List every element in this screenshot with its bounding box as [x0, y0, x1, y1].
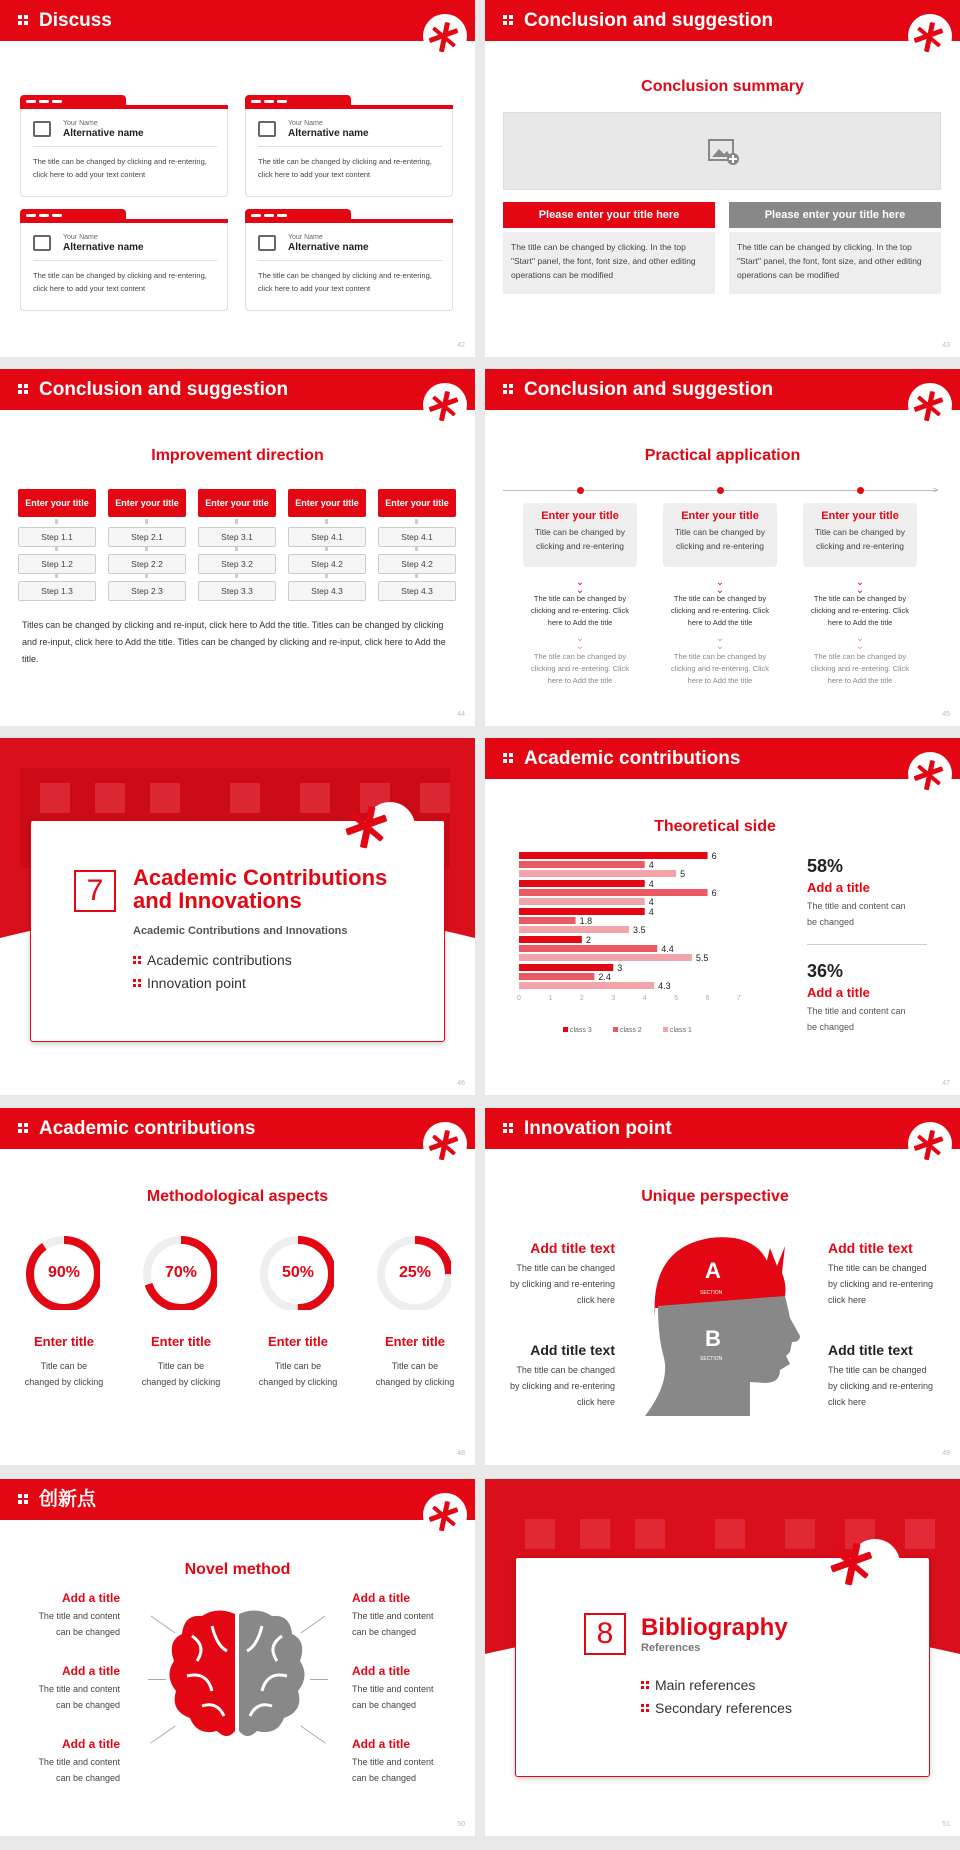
text-block: Add title text The title can be changed by clicking and re-entering click here [828, 1240, 934, 1305]
item-title: Enter title [268, 1334, 328, 1349]
legend-swatch [613, 1027, 618, 1032]
data-label: 4.4 [661, 944, 674, 954]
x-tick-label: 7 [737, 995, 741, 1002]
card-text: Title can be changed by clicking and re-entering [815, 527, 905, 551]
arrow-down-icon [415, 519, 418, 524]
title-button-grey[interactable]: Please enter your title here [729, 202, 941, 228]
application-card[interactable] [663, 503, 777, 567]
step-box[interactable]: Step 3.3 [198, 581, 276, 601]
item-text: The title and content can be changed [352, 1757, 434, 1783]
description-text: The title can be changed by clicking and re-entering. Click here to Add the title [811, 594, 909, 627]
timeline-dot [577, 487, 584, 494]
section-subtitle: Improvement direction [151, 447, 324, 464]
stat-text: The title and content can be changed [807, 1006, 906, 1032]
section-number: 7 [74, 870, 116, 912]
step-box[interactable]: Step 1.3 [18, 581, 96, 601]
description-text: The title can be changed by clicking and re-entering. Click here to Add the title [531, 652, 629, 685]
bar [519, 945, 657, 952]
method-item [352, 1664, 442, 1713]
column-title-button[interactable]: Enter your title [108, 489, 186, 517]
bar [519, 926, 629, 933]
item-text: Title can be changed by clicking [258, 1361, 338, 1387]
legend-swatch [663, 1027, 668, 1032]
bullet-innovation-point[interactable]: Innovation point [133, 975, 246, 991]
image-icon [33, 235, 51, 251]
item-title: Enter title [34, 1334, 94, 1349]
text-box: The title can be changed by clicking. In the top "Start" panel, the font, font size, and other editing operations can be modified [503, 232, 715, 294]
section-subtitle: Novel method [184, 1561, 291, 1578]
arrow-down-icon [235, 573, 238, 578]
progress-value: 50% [281, 1264, 315, 1281]
item-text: The title and content can be changed [38, 1757, 120, 1783]
your-name-label: Your Name [63, 120, 98, 127]
bar [519, 870, 676, 877]
asterisk-logo-icon [912, 20, 946, 54]
section-subtitle: Conclusion summary [641, 78, 804, 95]
slide-title: Academic contributions [524, 748, 741, 769]
data-label: 3.5 [633, 925, 646, 935]
double-chevron-down-icon: ⌄ ⌄ [575, 577, 585, 596]
your-name-label: Your Name [288, 120, 323, 127]
brain-icon [162, 1606, 312, 1746]
bullet-main-references[interactable]: Main references [641, 1677, 755, 1693]
section-number: 8 [584, 1613, 626, 1655]
text-block: Add title text The title can be changed by clicking and re-entering click here [828, 1342, 934, 1407]
card-text: The title can be changed by clicking and re-entering, click here to add your text content [33, 157, 207, 179]
step-box[interactable]: Step 1.1 [18, 527, 96, 547]
description-text: The title can be changed by clicking and re-entering. Click here to Add the title [531, 594, 629, 627]
card-text: The title can be changed by clicking and re-entering, click here to add your text content [258, 157, 432, 179]
slide-title: Conclusion and suggestion [524, 379, 774, 400]
step-box[interactable]: Step 4.2 [378, 554, 456, 574]
arrow-down-icon [55, 573, 58, 578]
bar [519, 861, 645, 868]
dots-icon [503, 753, 513, 763]
x-tick-label: 6 [705, 995, 710, 1002]
paragraph: Titles can be changed by clicking and re-input, click here to Add the title. Titles can be changed by clicking and re-input, click here to Add the title. Titles can be changed by clicking and re-input, click here to Add the title. [22, 620, 446, 664]
x-tick-label: 1 [548, 995, 553, 1002]
stat-value: 36% [807, 961, 844, 981]
image-icon [33, 121, 51, 137]
application-card[interactable] [803, 503, 917, 567]
card-text: Title can be changed by clicking and re-entering [535, 527, 625, 551]
text-block: Add title text The title can be changed by clicking and re-entering click here [509, 1342, 615, 1407]
svg-text:SECTION: SECTION [700, 1290, 723, 1296]
bar [519, 889, 708, 896]
column-title-button[interactable]: Enter your title [198, 489, 276, 517]
bar [519, 973, 594, 980]
item-title: Add a title [352, 1664, 411, 1678]
asterisk-logo-icon [912, 1128, 946, 1162]
slide-title: 创新点 [39, 1489, 97, 1510]
asterisk-logo-icon [427, 1499, 461, 1533]
item-text: Title can be changed by clicking [375, 1361, 455, 1387]
asterisk-logo-icon [828, 1540, 876, 1588]
step-box[interactable]: Step 4.1 [378, 527, 456, 547]
double-chevron-down-icon: ⌄ ⌄ [575, 633, 585, 652]
column-title-button[interactable]: Enter your title [288, 489, 366, 517]
legend-swatch [563, 1027, 568, 1032]
item-text: The title and content can be changed [352, 1684, 434, 1710]
bar [519, 917, 576, 924]
stat-title: Add a title [807, 880, 870, 895]
column-title-button[interactable]: Enter your title [378, 489, 456, 517]
card-title: Enter your title [541, 510, 619, 522]
arrow-down-icon [325, 519, 328, 524]
dots-icon [18, 384, 28, 394]
item-title: Add a title [61, 1591, 120, 1605]
data-label: 5.5 [695, 953, 709, 963]
slide-title: Academic contributions [39, 1118, 256, 1139]
description-text: The title can be changed by clicking and re-entering. Click here to Add the title [811, 652, 909, 685]
card-title: Enter your title [681, 510, 759, 522]
dots-icon [18, 1123, 28, 1133]
slide-unique-perspective [485, 1108, 960, 1465]
dots-icon [503, 384, 513, 394]
add-image-icon [708, 137, 740, 167]
card-title: Enter your title [821, 510, 899, 522]
asterisk-logo-icon [427, 20, 461, 54]
item-text: The title and content can be changed [38, 1684, 120, 1710]
slide-title: Conclusion and suggestion [524, 10, 774, 31]
page-number: 50 [457, 1821, 465, 1828]
section-title: Bibliography [641, 1614, 788, 1641]
data-label: 1.8 [579, 916, 593, 926]
method-item [352, 1591, 442, 1640]
alternative-name: Alternative name [288, 128, 369, 139]
your-name-label: Your Name [288, 234, 323, 241]
text-box: The title can be changed by clicking. In the top "Start" panel, the font, font size, and other editing operations can be modified [729, 232, 941, 294]
alternative-name: Alternative name [63, 242, 144, 253]
slide-section-7 [0, 738, 475, 1095]
image-placeholder[interactable] [503, 112, 941, 190]
page-number: 42 [457, 342, 465, 349]
slide-improvement-direction [0, 369, 475, 726]
text-block: Add title text The title can be changed by clicking and re-entering click here [509, 1240, 615, 1305]
step-box[interactable]: Step 3.2 [198, 554, 276, 574]
arrow-down-icon [145, 519, 148, 524]
step-box[interactable]: Step 4.3 [378, 581, 456, 601]
dots-icon [18, 15, 28, 25]
stat-text: The title and content can be changed [807, 901, 906, 927]
item-title: Add a title [61, 1737, 120, 1751]
double-chevron-down-icon: ⌄ ⌄ [855, 577, 865, 596]
progress-value: 25% [398, 1264, 432, 1281]
slide-header [0, 1108, 475, 1149]
card-text: The title can be changed by clicking and re-entering, click here to add your text content [258, 271, 432, 293]
arrow-down-icon [235, 546, 238, 551]
arrow-down-icon [325, 546, 328, 551]
section-subtitle: References [641, 1642, 701, 1654]
timeline-dot [717, 487, 724, 494]
item-text: The title and content can be changed [352, 1611, 434, 1637]
application-card[interactable] [523, 503, 637, 567]
stat-value: 58% [807, 856, 844, 876]
item-title: Add a title [61, 1664, 120, 1678]
image-icon [258, 235, 276, 251]
section-subtitle: Unique perspective [641, 1188, 789, 1205]
description-text: The title can be changed by clicking and re-entering. Click here to Add the title [671, 652, 769, 685]
slide-header [485, 738, 960, 779]
item-title: Enter title [385, 1334, 445, 1349]
item-text: Title can be changed by clicking [141, 1361, 221, 1387]
method-item [30, 1591, 120, 1640]
bar [519, 852, 708, 859]
asterisk-logo-icon [912, 758, 946, 792]
arrow-down-icon [325, 573, 328, 578]
item-text: Title can be changed by clicking [24, 1361, 104, 1387]
method-item [30, 1664, 120, 1713]
progress-value: 90% [47, 1264, 81, 1281]
double-chevron-down-icon: ⌄ ⌄ [715, 633, 725, 652]
data-label: 5 [680, 869, 686, 879]
slide-header [485, 0, 960, 41]
section-card [515, 1557, 930, 1777]
dots-icon [18, 1494, 28, 1504]
section-subtitle: Academic Contributions and Innovations [133, 925, 348, 937]
data-label: 3 [617, 963, 623, 973]
card-text: The title can be changed by clicking and re-entering, click here to add your text content [33, 271, 207, 293]
method-item [352, 1737, 442, 1786]
data-label: 4 [648, 907, 654, 917]
column-title-button[interactable]: Enter your title [18, 489, 96, 517]
bar [519, 964, 613, 971]
bar [519, 982, 654, 989]
item-title: Add a title [352, 1591, 411, 1605]
step-box[interactable]: Step 2.3 [108, 581, 186, 601]
data-label: 4 [648, 897, 654, 907]
x-tick-label: 5 [674, 995, 679, 1002]
data-label: 4 [648, 879, 654, 889]
asterisk-logo-icon [427, 1128, 461, 1162]
card-text: Title can be changed by clicking and re-entering [675, 527, 765, 551]
page-number: 43 [942, 342, 950, 349]
bullet-secondary-references[interactable]: Secondary references [641, 1700, 792, 1716]
item-text: The title and content can be changed [38, 1611, 120, 1637]
legend-label: class 3 [570, 1027, 592, 1034]
double-chevron-down-icon: ⌄ ⌄ [715, 577, 725, 596]
data-label: 6 [711, 888, 717, 898]
bar [519, 880, 645, 887]
divider [807, 944, 927, 945]
asterisk-logo-icon [912, 389, 946, 423]
step-box[interactable]: Step 1.2 [18, 554, 96, 574]
step-box[interactable]: Step 3.1 [198, 527, 276, 547]
step-box[interactable]: Step 4.2 [288, 554, 366, 574]
slide-novel-method [0, 1479, 475, 1836]
x-tick-label: 3 [611, 995, 616, 1002]
slide-discuss [0, 0, 475, 357]
image-icon [258, 121, 276, 137]
legend-label: class 1 [670, 1027, 692, 1034]
dots-icon [503, 15, 513, 25]
section-subtitle: Practical application [644, 447, 801, 464]
slide-header [485, 369, 960, 410]
slide-title: Conclusion and suggestion [39, 379, 289, 400]
page-number: 47 [942, 1080, 950, 1087]
data-label: 4.3 [658, 981, 671, 991]
page-number: 51 [942, 1821, 950, 1828]
arrow-down-icon [55, 519, 58, 524]
your-name-label: Your Name [63, 234, 98, 241]
profile-card[interactable] [245, 107, 453, 197]
profile-card[interactable] [20, 107, 228, 197]
data-label: 4 [648, 860, 654, 870]
section-subtitle: Methodological aspects [146, 1188, 329, 1205]
stat-title: Add a title [807, 985, 870, 1000]
section-subtitle: Theoretical side [654, 818, 776, 835]
svg-text:B: B [705, 1326, 721, 1351]
bar [519, 954, 692, 961]
step-box[interactable]: Step 2.1 [108, 527, 186, 547]
asterisk-logo-icon [427, 389, 461, 423]
page-number: 49 [942, 1450, 950, 1457]
slide-methodological-aspects [0, 1108, 475, 1465]
alternative-name: Alternative name [63, 128, 144, 139]
timeline-dot [857, 487, 864, 494]
page-number: 46 [457, 1080, 465, 1087]
arrow-down-icon [145, 546, 148, 551]
svg-text:SECTION: SECTION [700, 1356, 723, 1362]
bar [519, 898, 645, 905]
slide-title: Discuss [39, 10, 112, 31]
profile-card[interactable] [20, 221, 228, 311]
slide-header [0, 369, 475, 410]
bullet-academic-contributions[interactable]: Academic contributions [133, 952, 292, 968]
data-label: 6 [711, 851, 717, 861]
slide-header [485, 1108, 960, 1149]
asterisk-logo-icon [343, 803, 391, 851]
step-box[interactable]: Step 4.1 [288, 527, 366, 547]
bar [519, 936, 582, 943]
arrow-down-icon [145, 573, 148, 578]
description-text: The title can be changed by clicking and re-entering. Click here to Add the title [671, 594, 769, 627]
arrow-down-icon [235, 519, 238, 524]
item-title: Enter title [151, 1334, 211, 1349]
item-title: Add a title [352, 1737, 411, 1751]
slide-theoretical-side [485, 738, 960, 1095]
section-title: Academic Contributions and Innovations [133, 865, 388, 913]
svg-text:A: A [705, 1258, 721, 1283]
timeline-arrow-icon: > [933, 485, 939, 495]
x-tick-label: 2 [579, 995, 584, 1002]
dots-icon [503, 1123, 513, 1133]
profile-card[interactable] [245, 221, 453, 311]
page-number: 45 [942, 711, 950, 718]
head-silhouette-icon [640, 1218, 800, 1418]
x-tick-label: 0 [517, 995, 521, 1002]
method-item [30, 1737, 120, 1786]
arrow-down-icon [55, 546, 58, 551]
progress-value: 70% [164, 1264, 198, 1281]
legend-label: class 2 [620, 1027, 642, 1034]
slide-title: Innovation point [524, 1118, 672, 1139]
arrow-down-icon [415, 573, 418, 578]
slide-practical-application [485, 369, 960, 726]
step-box[interactable]: Step 2.2 [108, 554, 186, 574]
data-label: 2 [585, 935, 591, 945]
step-box[interactable]: Step 4.3 [288, 581, 366, 601]
slide-conclusion-summary [485, 0, 960, 357]
arrow-down-icon [415, 546, 418, 551]
x-tick-label: 4 [642, 995, 647, 1002]
data-label: 2.4 [598, 972, 611, 982]
title-button[interactable]: Please enter your title here [503, 202, 715, 228]
double-chevron-down-icon: ⌄ ⌄ [855, 633, 865, 652]
slide-header [0, 1479, 475, 1520]
alternative-name: Alternative name [288, 242, 369, 253]
page-number: 48 [457, 1450, 465, 1457]
page-number: 44 [457, 711, 465, 718]
bar [519, 908, 645, 915]
slide-header [0, 0, 475, 41]
bar-chart [499, 850, 759, 1050]
slide-section-8 [485, 1479, 960, 1836]
